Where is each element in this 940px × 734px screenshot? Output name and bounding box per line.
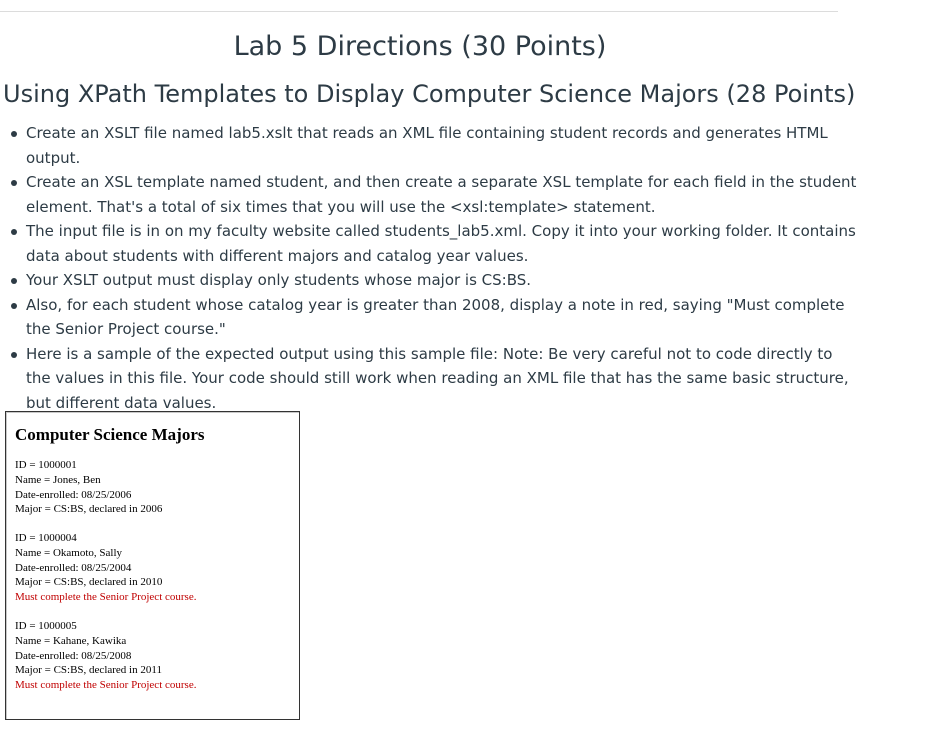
student-major: Major = CS:BS, declared in 2011 <box>15 664 162 677</box>
bullet-icon <box>11 229 17 235</box>
bullet-icon <box>11 303 17 309</box>
student-major: Major = CS:BS, declared in 2006 <box>15 503 163 516</box>
bullet-icon <box>11 278 17 284</box>
list-item-text: Here is a sample of the expected output using this sample file: Note: Be very careful not to code directly to the values in this file. Your code should still work when reading an XML file that has the same basic structure, but different data values. <box>26 344 849 412</box>
bullet-icon <box>11 180 17 186</box>
senior-project-note: Must complete the Senior Project course. <box>15 591 197 604</box>
page-title: Lab 5 Directions (30 Points) <box>233 31 607 62</box>
list-item-text: Also, for each student whose catalog year is greater than 2008, display a note in red, saying "Must complete the Senior Project course." <box>26 295 845 338</box>
top-divider <box>0 11 838 12</box>
student-name: Name = Jones, Ben <box>15 473 101 486</box>
section-heading: Using XPath Templates to Display Computer Science Majors (28 Points) <box>3 80 856 108</box>
student-id: ID = 1000004 <box>15 532 77 544</box>
student-date-enrolled: Date-enrolled: 08/25/2008 <box>15 649 132 662</box>
student-major: Major = CS:BS, declared in 2010 <box>15 576 163 589</box>
list-item <box>0 293 860 342</box>
list-item <box>0 219 860 268</box>
list-item-text: Create an XSLT file named lab5.xslt that reads an XML file containing student records and generates HTML output. <box>26 124 828 167</box>
senior-project-note: Must complete the Senior Project course. <box>15 679 197 692</box>
student-record <box>15 458 162 517</box>
directions-list <box>0 121 860 415</box>
list-item <box>0 342 860 416</box>
list-item-text: Your XSLT output must display only students whose major is CS:BS. <box>26 271 532 289</box>
list-item <box>0 121 860 170</box>
bullet-icon <box>11 131 17 137</box>
student-date-enrolled: Date-enrolled: 08/25/2006 <box>15 488 132 501</box>
sample-output-heading: Computer Science Majors <box>15 425 205 444</box>
student-record <box>15 619 196 693</box>
student-id: ID = 1000001 <box>15 459 77 471</box>
student-id: ID = 1000005 <box>15 620 77 632</box>
student-name: Name = Okamoto, Sally <box>15 546 123 559</box>
student-name: Name = Kahane, Kawika <box>15 634 127 647</box>
student-record <box>15 531 196 605</box>
list-item-text: Create an XSL template named student, and then create a separate XSL template for each field in the student element. That's a total of six times that you will use the <xsl:template> statement. <box>26 173 857 216</box>
sample-output-image <box>5 411 300 720</box>
list-item-text: The input file is in on my faculty website called students_lab5.xml. Copy it into your working folder. It contains data about students with different majors and catalog year values. <box>26 222 856 265</box>
list-item <box>0 268 860 293</box>
bullet-icon <box>11 352 17 358</box>
student-date-enrolled: Date-enrolled: 08/25/2004 <box>15 561 132 574</box>
list-item <box>0 170 860 219</box>
